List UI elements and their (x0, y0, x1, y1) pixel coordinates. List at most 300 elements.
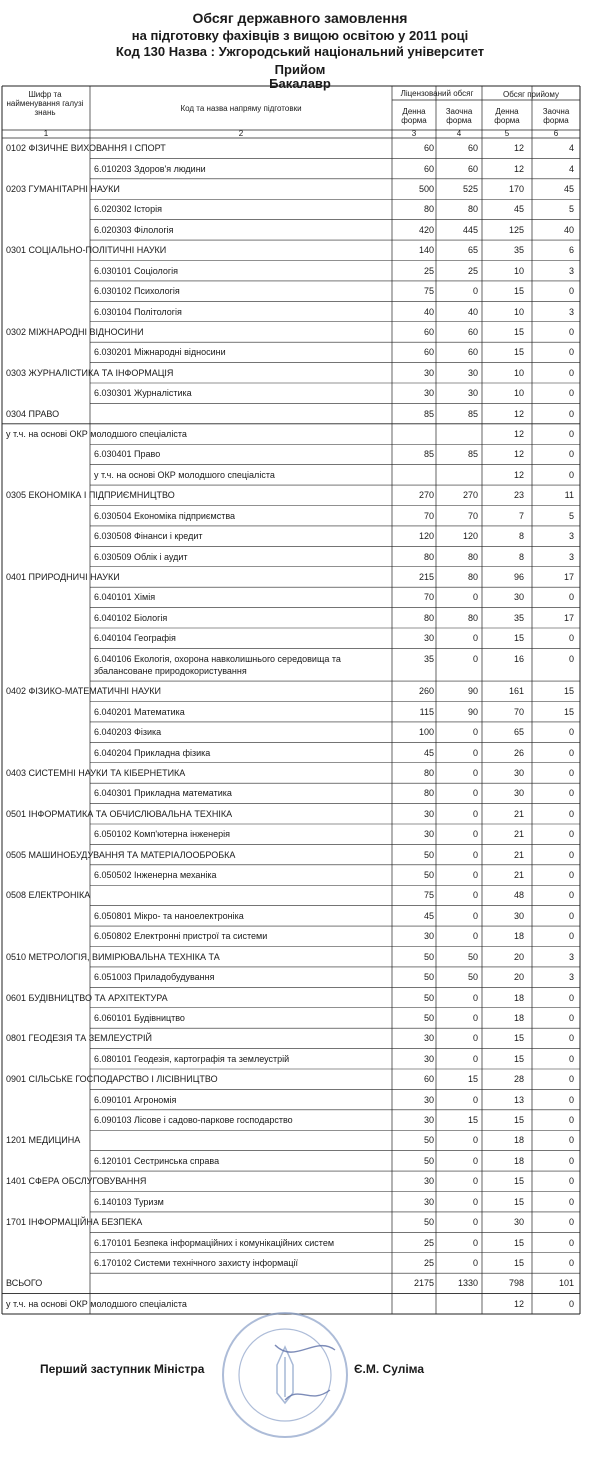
value-cell: 0 (568, 1012, 574, 1023)
value-cell: 500 (418, 184, 434, 195)
area-label: 0601 БУДІВНИЦТВО ТА АРХІТЕКТУРА (6, 992, 168, 1003)
value-cell: 25 (467, 265, 478, 276)
value-cell: 30 (423, 1176, 434, 1187)
value-cell: 80 (467, 612, 478, 623)
value-cell: 15 (513, 1196, 524, 1207)
value-cell: 0 (472, 1155, 478, 1166)
value-cell: 0 (472, 1196, 478, 1207)
value-cell: 161 (508, 686, 524, 697)
value-cell: 3 (568, 972, 574, 983)
value-cell: 30 (513, 767, 524, 778)
value-cell: 80 (467, 571, 478, 582)
value-cell: 0 (472, 890, 478, 901)
direction-label: 6.030301 Журналістика (94, 388, 192, 399)
value-cell: 3 (568, 951, 574, 962)
value-cell: 60 (423, 326, 434, 337)
value-cell: 4 (568, 143, 574, 154)
value-cell: 0 (568, 286, 574, 297)
value-cell: 50 (423, 972, 434, 983)
value-cell: 8 (518, 551, 524, 562)
direction-label: 6.090101 Агрономія (94, 1094, 177, 1105)
value-cell: 0 (568, 388, 574, 399)
value-cell: 96 (513, 571, 524, 582)
value-cell: 3 (568, 306, 574, 317)
column-header-licensed: Ліцензований обсяг (400, 89, 474, 98)
value-cell: 45 (423, 910, 434, 921)
value-cell: 15 (513, 286, 524, 297)
value-cell: 525 (462, 184, 478, 195)
value-cell: 0 (568, 808, 574, 819)
area-label: 0510 МЕТРОЛОГІЯ, ВИМІРЮВАЛЬНА ТЕХНІКА ТА (6, 951, 220, 962)
value-cell: 45 (423, 747, 434, 758)
value-cell: 30 (423, 1053, 434, 1064)
value-cell: 0 (472, 1012, 478, 1023)
area-label: 0301 СОЦІАЛЬНО-ПОЛІТИЧНІ НАУКИ (6, 245, 167, 256)
value-cell: 50 (423, 951, 434, 962)
direction-label: 6.030201 Міжнародні відносини (94, 347, 226, 358)
value-cell: 80 (423, 551, 434, 562)
value-cell: 0 (568, 910, 574, 921)
direction-label: 6.030102 Психологія (94, 286, 180, 297)
direction-label: 6.030504 Економіка підприємства (94, 510, 236, 521)
value-cell: 80 (423, 767, 434, 778)
column-number: 4 (456, 129, 462, 138)
value-cell: 100 (418, 727, 434, 738)
value-cell: 0 (472, 870, 478, 881)
value-cell: 8 (518, 531, 524, 542)
value-cell: 15 (467, 1115, 478, 1126)
value-cell: 15 (513, 1053, 524, 1064)
value-cell: 17 (563, 612, 574, 623)
document-title: Обсяг державного замовлення (192, 10, 408, 26)
area-label: 0402 ФІЗИКО-МАТЕМАТИЧНІ НАУКИ (6, 686, 162, 697)
value-cell: 60 (467, 326, 478, 337)
value-cell: 0 (568, 1033, 574, 1044)
value-cell: 0 (472, 1094, 478, 1105)
value-cell: 15 (467, 1074, 478, 1085)
value-cell: 15 (513, 633, 524, 644)
value-cell: 85 (423, 408, 434, 419)
value-cell: 0 (568, 829, 574, 840)
value-cell: 21 (513, 870, 524, 881)
value-cell: 45 (563, 184, 574, 195)
value-cell: 0 (568, 1217, 574, 1228)
column-number: 2 (238, 129, 244, 138)
value-cell: 0 (472, 747, 478, 758)
direction-label: 6.040201 Математика (94, 706, 185, 717)
direction-label: 6.010203 Здоров'я людини (94, 163, 206, 174)
value-cell: 16 (513, 654, 524, 665)
area-label: 0901 СІЛЬСЬКЕ ГОСПОДАРСТВО І ЛІСІВНИЦТВО (6, 1074, 218, 1085)
value-cell: 85 (467, 408, 478, 419)
direction-label: 6.030104 Політологія (94, 306, 182, 317)
value-cell: 45 (513, 204, 524, 215)
value-cell: 60 (423, 1074, 434, 1085)
value-cell: 30 (423, 1115, 434, 1126)
value-cell: 120 (418, 531, 434, 542)
value-cell: 30 (513, 910, 524, 921)
value-cell: 12 (513, 408, 524, 419)
value-cell: 115 (419, 706, 434, 717)
value-cell: 18 (513, 1155, 524, 1166)
direction-label: 6.040301 Прикладна математика (94, 788, 232, 799)
value-cell: 17 (563, 571, 574, 582)
value-cell: 10 (513, 388, 524, 399)
value-cell: 101 (558, 1278, 574, 1289)
value-cell: 48 (513, 890, 524, 901)
value-cell: 0 (472, 788, 478, 799)
value-cell: 60 (467, 143, 478, 154)
area-label: у т.ч. на основі ОКР молодшого спеціаліста (6, 429, 187, 440)
value-cell: 30 (423, 931, 434, 942)
column-number: 1 (43, 129, 49, 138)
value-cell: 0 (472, 1135, 478, 1146)
value-cell: 270 (462, 490, 478, 501)
value-cell: 1330 (457, 1278, 478, 1289)
value-cell: 12 (513, 449, 524, 460)
area-label: 1401 СФЕРА ОБСЛУГОВУВАННЯ (6, 1176, 147, 1187)
value-cell: 0 (568, 747, 574, 758)
direction-label: 6.060101 Будівництво (94, 1012, 185, 1023)
value-cell: 21 (513, 849, 524, 860)
value-cell: 445 (462, 224, 478, 235)
value-cell: 50 (423, 1012, 434, 1023)
value-cell: 120 (462, 531, 478, 542)
value-cell: 15 (513, 1115, 524, 1126)
value-cell: 21 (513, 808, 524, 819)
column-header-full-time: Денна форма (494, 107, 520, 125)
value-cell: 0 (568, 1074, 574, 1085)
column-number: 6 (553, 129, 559, 138)
value-cell: 0 (568, 1298, 574, 1309)
value-cell: 0 (472, 633, 478, 644)
value-cell: 35 (513, 245, 524, 256)
value-cell: 0 (472, 1053, 478, 1064)
value-cell: 30 (467, 367, 478, 378)
value-cell: 0 (568, 654, 574, 665)
value-cell: 50 (423, 1135, 434, 1146)
value-cell: 15 (513, 1257, 524, 1268)
value-cell: 260 (418, 686, 434, 697)
value-cell: 20 (513, 972, 524, 983)
value-cell: 18 (513, 1012, 524, 1023)
value-cell: 35 (513, 612, 524, 623)
direction-label: у т.ч. на основі ОКР молодшого спеціаліста (94, 469, 275, 480)
value-cell: 50 (467, 972, 478, 983)
value-cell: 13 (513, 1094, 524, 1105)
value-cell: 15 (513, 1237, 524, 1248)
area-label: 1201 МЕДИЦИНА (6, 1135, 81, 1146)
value-cell: 15 (513, 347, 524, 358)
direction-label: 6.170102 Системи технічного захисту інформації (94, 1257, 298, 1268)
column-number: 5 (504, 129, 510, 138)
value-cell: 0 (472, 1176, 478, 1187)
value-cell: 0 (472, 654, 478, 665)
area-label: 0305 ЕКОНОМІКА І ПІДПРИЄМНИЦТВО (6, 490, 175, 501)
value-cell: 30 (423, 633, 434, 644)
column-header-direction: Код та назва напряму підготовки (180, 104, 302, 113)
value-cell: 0 (472, 910, 478, 921)
value-cell: 60 (467, 163, 478, 174)
direction-label: 6.030509 Облік і аудит (94, 551, 188, 562)
area-label: 0102 ФІЗИЧНЕ ВИХОВАННЯ І СПОРТ (6, 143, 166, 154)
value-cell: 3 (568, 265, 574, 276)
value-cell: 125 (508, 224, 524, 235)
value-cell: 70 (513, 706, 524, 717)
value-cell: 50 (467, 951, 478, 962)
area-label: 0508 ЕЛЕКТРОНІКА (6, 890, 91, 901)
column-number: 3 (411, 129, 417, 138)
value-cell: 25 (423, 1257, 434, 1268)
value-cell: 0 (568, 1257, 574, 1268)
value-cell: 80 (467, 551, 478, 562)
total-label: у т.ч. на основі ОКР молодшого спеціаліста (6, 1298, 187, 1309)
value-cell: 65 (467, 245, 478, 256)
value-cell: 0 (472, 727, 478, 738)
value-cell: 30 (423, 388, 434, 399)
document-subtitle: на підготовку фахівців з вищою освітою у 2011 році (131, 28, 469, 43)
direction-label: 6.040203 Фізика (94, 727, 162, 738)
direction-label: 6.040102 Біологія (94, 612, 168, 623)
value-cell: 0 (472, 931, 478, 942)
value-cell: 0 (568, 870, 574, 881)
value-cell: 0 (472, 592, 478, 603)
direction-label: 6.040104 Географія (94, 633, 176, 644)
direction-label: 6.050502 Інженерна механіка (94, 870, 217, 881)
value-cell: 0 (472, 1217, 478, 1228)
area-label: 0801 ГЕОДЕЗІЯ ТА ЗЕМЛЕУСТРІЙ (6, 1033, 152, 1044)
value-cell: 0 (568, 367, 574, 378)
university-line: Код 130 Назва : Ужгородський національний університет (115, 44, 485, 59)
value-cell: 0 (568, 849, 574, 860)
value-cell: 0 (472, 286, 478, 297)
signatory-position: Перший заступник Міністра (40, 1362, 205, 1376)
direction-label: 6.170101 Безпека інформаційних і комунікаційних систем (94, 1237, 335, 1248)
value-cell: 0 (568, 429, 574, 440)
value-cell: 15 (563, 686, 574, 697)
value-cell: 0 (472, 992, 478, 1003)
value-cell: 10 (513, 265, 524, 276)
value-cell: 80 (423, 788, 434, 799)
value-cell: 30 (513, 788, 524, 799)
value-cell: 21 (513, 829, 524, 840)
value-cell: 0 (472, 767, 478, 778)
value-cell: 30 (423, 829, 434, 840)
direction-label: 6.040106 Екологія, охорона навколишнього середовища та (94, 654, 341, 665)
value-cell: 18 (513, 931, 524, 942)
value-cell: 50 (423, 992, 434, 1003)
value-cell: 12 (513, 1298, 524, 1309)
value-cell: 50 (423, 1217, 434, 1228)
value-cell: 90 (467, 706, 478, 717)
value-cell: 15 (513, 1176, 524, 1187)
value-cell: 30 (467, 388, 478, 399)
value-cell: 40 (563, 224, 574, 235)
value-cell: 0 (568, 890, 574, 901)
value-cell: 75 (423, 286, 434, 297)
area-label: 0401 ПРИРОДНИЧІ НАУКИ (6, 571, 120, 582)
admission-label: Прийом (274, 62, 326, 77)
direction-label: 6.030101 Соціологія (94, 265, 179, 276)
signatory-name: Є.М. Суліма (354, 1362, 425, 1376)
direction-label: 6.140103 Туризм (94, 1196, 164, 1207)
value-cell: 85 (423, 449, 434, 460)
value-cell: 3 (568, 531, 574, 542)
value-cell: 215 (418, 571, 434, 582)
area-label: 0403 СИСТЕМНІ НАУКИ ТА КІБЕРНЕТИКА (6, 767, 186, 778)
area-label: 1701 ІНФОРМАЦІЙНА БЕЗПЕКА (6, 1217, 143, 1228)
value-cell: 0 (568, 326, 574, 337)
area-label: 0303 ЖУРНАЛІСТИКА ТА ІНФОРМАЦІЯ (6, 367, 174, 378)
official-seal (215, 1305, 355, 1445)
value-cell: 15 (563, 706, 574, 717)
value-cell: 0 (568, 1176, 574, 1187)
value-cell: 40 (423, 306, 434, 317)
value-cell: 0 (568, 449, 574, 460)
area-label: 0505 МАШИНОБУДУВАННЯ ТА МАТЕРІАЛООБРОБКА (6, 849, 236, 860)
value-cell: 30 (423, 808, 434, 819)
value-cell: 70 (423, 510, 434, 521)
direction-label: 6.050802 Електронні пристрої та системи (94, 931, 268, 942)
direction-label: 6.050102 Комп'ютерна інженерія (94, 829, 230, 840)
value-cell: 30 (513, 1217, 524, 1228)
value-cell: 12 (513, 469, 524, 480)
value-cell: 0 (568, 347, 574, 358)
value-cell: 85 (467, 449, 478, 460)
value-cell: 50 (423, 870, 434, 881)
direction-label: 6.080101 Геодезія, картографія та землеустрій (94, 1053, 290, 1064)
value-cell: 5 (568, 510, 574, 521)
value-cell: 65 (513, 727, 524, 738)
value-cell: 50 (423, 849, 434, 860)
value-cell: 140 (418, 245, 434, 256)
value-cell: 798 (508, 1278, 524, 1289)
value-cell: 0 (472, 1257, 478, 1268)
value-cell: 90 (467, 686, 478, 697)
value-cell: 5 (568, 204, 574, 215)
direction-label: 6.030401 Право (94, 449, 161, 460)
value-cell: 25 (423, 1237, 434, 1248)
value-cell: 70 (467, 510, 478, 521)
value-cell: 7 (518, 510, 524, 521)
value-cell: 80 (423, 612, 434, 623)
direction-label: 6.030508 Фінанси і кредит (94, 531, 203, 542)
value-cell: 0 (568, 992, 574, 1003)
value-cell: 2175 (413, 1278, 434, 1289)
column-header-admission: Обсяг прийому (503, 90, 559, 99)
value-cell: 0 (472, 808, 478, 819)
value-cell: 23 (513, 490, 524, 501)
area-label: 0203 ГУМАНІТАРНІ НАУКИ (6, 184, 120, 195)
value-cell: 18 (513, 1135, 524, 1146)
value-cell: 0 (472, 1033, 478, 1044)
value-cell: 6 (568, 245, 574, 256)
value-cell: 0 (568, 727, 574, 738)
value-cell: 35 (423, 654, 434, 665)
value-cell: 4 (568, 163, 574, 174)
value-cell: 60 (423, 347, 434, 358)
direction-label: 6.020303 Філологія (94, 224, 174, 235)
direction-label: 6.020302 Історія (94, 204, 162, 215)
direction-label: 6.090103 Лісове і садово-паркове господарство (94, 1115, 293, 1126)
value-cell: 0 (568, 1115, 574, 1126)
value-cell: 0 (568, 788, 574, 799)
value-cell: 12 (513, 429, 524, 440)
area-label: 0304 ПРАВО (6, 408, 60, 419)
column-header-full-time: Денна форма (401, 107, 427, 125)
value-cell: 15 (513, 1033, 524, 1044)
value-cell: 75 (423, 890, 434, 901)
value-cell: 30 (423, 367, 434, 378)
value-cell: 30 (423, 1094, 434, 1105)
value-cell: 0 (568, 1053, 574, 1064)
value-cell: 0 (568, 633, 574, 644)
value-cell: 0 (568, 1094, 574, 1105)
column-header-part-time: Заочна форма (445, 107, 473, 125)
area-label: 0501 ІНФОРМАТИКА ТА ОБЧИСЛЮВАЛЬНА ТЕХНІКА (6, 808, 233, 819)
value-cell: 10 (513, 306, 524, 317)
value-cell: 80 (423, 204, 434, 215)
value-cell: 0 (568, 1135, 574, 1146)
value-cell: 3 (568, 551, 574, 562)
column-header-code-area: Шифр та найменування галузі знань (6, 90, 84, 117)
value-cell: 0 (568, 931, 574, 942)
direction-label: 6.051003 Приладобудування (94, 972, 215, 983)
value-cell: 15 (513, 326, 524, 337)
value-cell: 0 (568, 592, 574, 603)
value-cell: 0 (568, 1196, 574, 1207)
column-header-part-time: Заочна форма (542, 107, 570, 125)
direction-label: 6.050801 Мікро- та наноелектроніка (94, 910, 244, 921)
value-cell: 270 (418, 490, 434, 501)
value-cell: 60 (423, 163, 434, 174)
value-cell: 0 (472, 849, 478, 860)
value-cell: 26 (513, 747, 524, 758)
direction-label: 6.040204 Прикладна фізика (94, 747, 211, 758)
direction-label-cont: збалансоване природокористування (94, 666, 247, 677)
value-cell: 28 (513, 1074, 524, 1085)
direction-label: 6.120101 Сестринська справа (94, 1155, 220, 1166)
value-cell: 30 (513, 592, 524, 603)
value-cell: 420 (418, 224, 434, 235)
value-cell: 25 (423, 265, 434, 276)
value-cell: 80 (467, 204, 478, 215)
direction-label: 6.040101 Хімія (94, 592, 156, 603)
value-cell: 170 (508, 184, 524, 195)
value-cell: 40 (467, 306, 478, 317)
value-cell: 60 (467, 347, 478, 358)
value-cell: 50 (423, 1155, 434, 1166)
degree-level: Бакалавр (269, 76, 331, 91)
value-cell: 20 (513, 951, 524, 962)
value-cell: 11 (564, 490, 574, 501)
value-cell: 0 (568, 767, 574, 778)
value-cell: 10 (513, 367, 524, 378)
total-label: ВСЬОГО (6, 1278, 43, 1289)
value-cell: 0 (568, 408, 574, 419)
value-cell: 70 (423, 592, 434, 603)
value-cell: 30 (423, 1196, 434, 1207)
value-cell: 0 (472, 1237, 478, 1248)
value-cell: 60 (423, 143, 434, 154)
value-cell: 30 (423, 1033, 434, 1044)
area-label: 0302 МІЖНАРОДНІ ВІДНОСИНИ (6, 326, 144, 337)
value-cell: 18 (513, 992, 524, 1003)
value-cell: 0 (568, 1237, 574, 1248)
value-cell: 12 (513, 143, 524, 154)
value-cell: 0 (568, 469, 574, 480)
value-cell: 12 (513, 163, 524, 174)
